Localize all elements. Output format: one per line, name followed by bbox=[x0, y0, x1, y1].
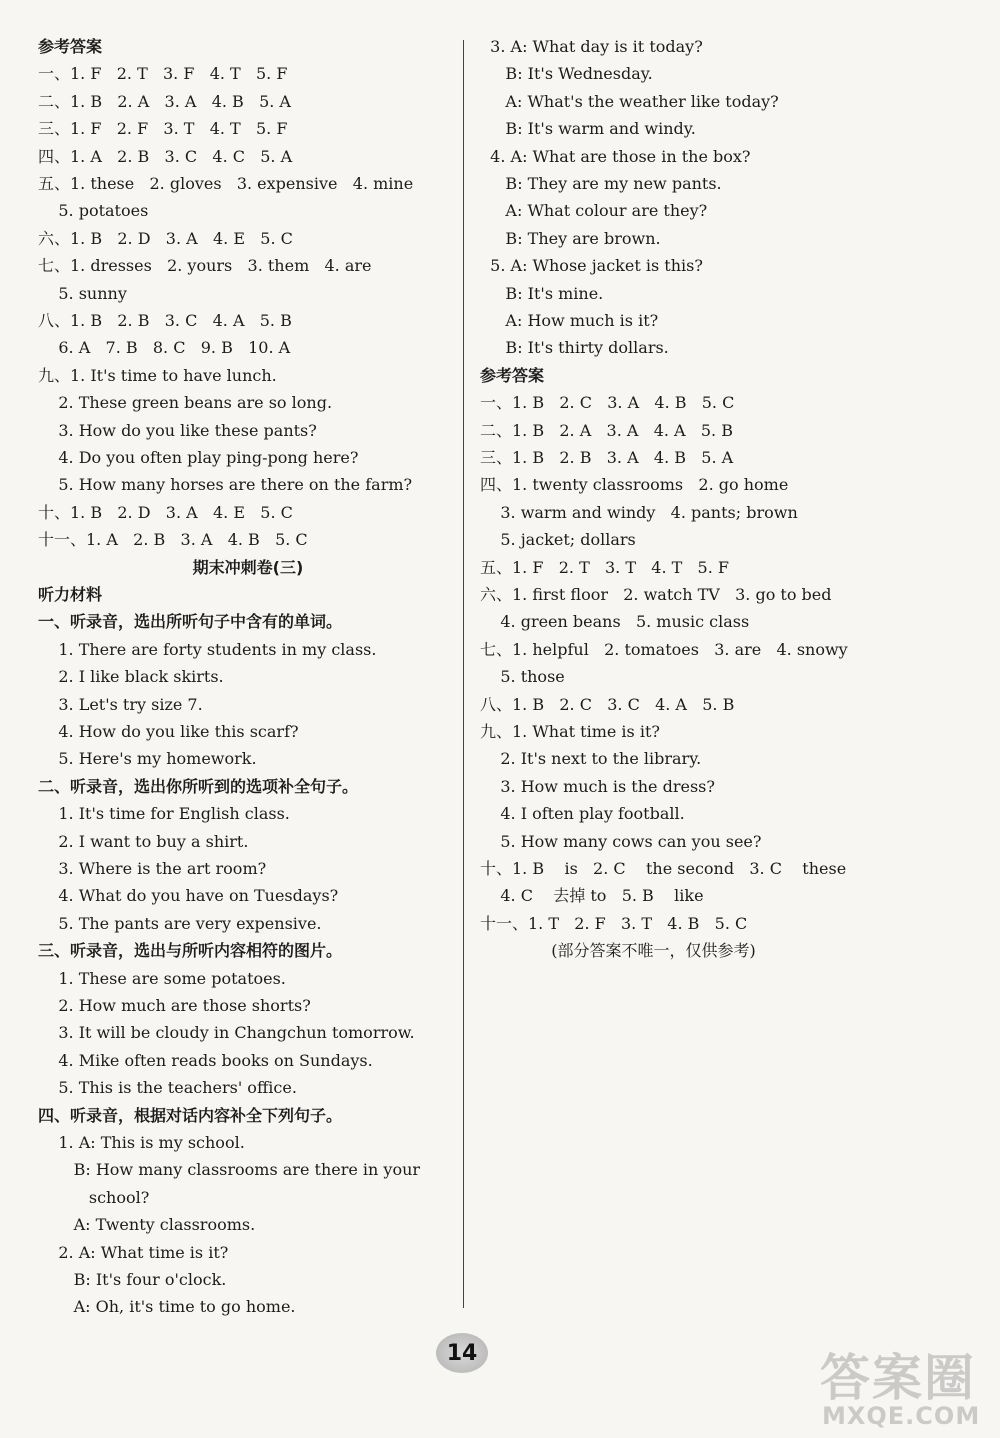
answer-line: 四、1. twenty classrooms 2. go home bbox=[480, 475, 789, 495]
answer-line: 3. How do you like these pants? bbox=[38, 420, 317, 440]
answer-line: 二、1. B 2. A 3. A 4. B 5. A bbox=[38, 91, 291, 111]
answer-line: A: What's the weather like today? bbox=[480, 91, 779, 111]
answer-line: 2. I like black skirts. bbox=[38, 667, 224, 687]
answer-line: 3. Where is the art room? bbox=[38, 859, 267, 878]
answer-line: 1. It's time for English class. bbox=[38, 804, 290, 824]
answer-line: 5. potatoes bbox=[38, 201, 149, 221]
answer-line: 九、1. What time is it? bbox=[480, 722, 660, 741]
answer-line: A: Twenty classrooms. bbox=[38, 1215, 256, 1235]
section-heading: 一、听录音，选出所听句子中含有的单词。 bbox=[38, 612, 343, 632]
answer-line: 十、1. B 2. D 3. A 4. E 5. C bbox=[38, 502, 293, 522]
answer-line: B: They are my new pants. bbox=[480, 174, 722, 193]
answer-line: 八、1. B 2. B 3. C 4. A 5. B bbox=[38, 311, 292, 330]
answer-line: 5. A: Whose jacket is this? bbox=[480, 256, 703, 276]
answer-line: 二、1. B 2. A 3. A 4. A 5. B bbox=[480, 420, 733, 440]
column-divider bbox=[463, 40, 464, 1308]
answer-line: 4. Mike often reads books on Sundays. bbox=[38, 1050, 373, 1070]
answer-line: 十、1. B is 2. C the second 3. C these bbox=[480, 859, 847, 878]
answer-line: 5. How many horses are there on the farm? bbox=[38, 475, 413, 495]
answer-line: 4. I often play football. bbox=[480, 804, 685, 824]
watermark-text: 答案圈 bbox=[820, 1349, 976, 1407]
section-heading: 听力材料 bbox=[38, 585, 103, 604]
answer-line: 5. jacket; dollars bbox=[480, 530, 636, 550]
answer-line: 3. Let's try size 7. bbox=[38, 694, 203, 714]
answer-line: 4. How do you like this scarf? bbox=[38, 722, 299, 741]
answer-line: 4. A: What are those in the box? bbox=[480, 146, 751, 166]
answer-line: 4. green beans 5. music class bbox=[480, 612, 750, 632]
answer-line: 4. Do you often play ping-pong here? bbox=[38, 448, 359, 467]
answer-line: 5. How many cows can you see? bbox=[480, 831, 762, 851]
answer-line: 5. The pants are very expensive. bbox=[38, 913, 322, 933]
answer-line: B: It's four o'clock. bbox=[38, 1270, 227, 1289]
answer-line: B: It's thirty dollars. bbox=[480, 338, 669, 358]
answer-line: 2. How much are those shorts? bbox=[38, 996, 311, 1015]
answer-line: B: They are brown. bbox=[480, 228, 661, 248]
answer-line: 2. It's next to the library. bbox=[480, 749, 702, 769]
answer-line: 1. These are some potatoes. bbox=[38, 968, 286, 988]
answer-line: A: How much is it? bbox=[480, 311, 659, 330]
answer-line: 九、1. It's time to have lunch. bbox=[38, 365, 277, 385]
answer-line: 十一、1. A 2. B 3. A 4. B 5. C bbox=[38, 530, 308, 550]
answer-line: 八、1. B 2. C 3. C 4. A 5. B bbox=[480, 694, 735, 714]
section-heading: 三、听录音，选出与所听内容相符的图片。 bbox=[38, 941, 343, 961]
answer-line: 2. I want to buy a shirt. bbox=[38, 831, 249, 851]
answer-line: A: What colour are they? bbox=[480, 201, 708, 221]
answer-line: 3. warm and windy 4. pants; brown bbox=[480, 502, 798, 522]
answer-line: 七、1. helpful 2. tomatoes 3. are 4. snowy bbox=[480, 639, 848, 659]
answer-line: 3. A: What day is it today? bbox=[480, 37, 703, 56]
answer-line: B: It's mine. bbox=[480, 283, 604, 303]
answer-line: 5. sunny bbox=[38, 283, 127, 303]
answer-line: 一、1. F 2. T 3. F 4. T 5. F bbox=[38, 64, 288, 84]
page-number: 14 bbox=[446, 1340, 478, 1366]
answer-line: 6. A 7. B 8. C 9. B 10. A bbox=[38, 338, 291, 358]
answer-line: 4. What do you have on Tuesdays? bbox=[38, 886, 339, 906]
answer-line: 三、1. F 2. F 3. T 4. T 5. F bbox=[38, 119, 288, 139]
section-heading: 参考答案 bbox=[480, 365, 545, 385]
answer-line: 5. those bbox=[480, 667, 565, 687]
answer-line: B: It's warm and windy. bbox=[480, 119, 696, 139]
answer-line: 四、1. A 2. B 3. C 4. C 5. A bbox=[38, 146, 293, 166]
watermark-logo bbox=[812, 1338, 988, 1434]
answer-line: 5. Here's my homework. bbox=[38, 749, 257, 769]
answer-line: 5. This is the teachers' office. bbox=[38, 1078, 297, 1098]
answer-line: 1. A: This is my school. bbox=[38, 1133, 245, 1152]
answer-line: 3. How much is the dress? bbox=[480, 776, 715, 796]
answer-line: 六、1. first floor 2. watch TV 3. go to bed bbox=[480, 585, 832, 604]
section-heading: 期末冲刺卷(三) bbox=[192, 557, 304, 577]
answer-line: 六、1. B 2. D 3. A 4. E 5. C bbox=[38, 228, 293, 248]
answer-line: 七、1. dresses 2. yours 3. them 4. are bbox=[38, 256, 372, 276]
answer-line: 三、1. B 2. B 3. A 4. B 5. A bbox=[480, 448, 734, 467]
answer-line: 2. These green beans are so long. bbox=[38, 393, 333, 413]
answer-line: 1. There are forty students in my class. bbox=[38, 639, 377, 659]
section-heading: 四、听录音，根据对话内容补全下列句子。 bbox=[38, 1105, 343, 1125]
answer-line: 一、1. B 2. C 3. A 4. B 5. C bbox=[480, 393, 735, 413]
answer-line: 五、1. these 2. gloves 3. expensive 4. mine bbox=[38, 174, 414, 193]
answer-line: (部分答案不唯一，仅供参考) bbox=[480, 941, 756, 961]
answer-line: B: How many classrooms are there in your bbox=[38, 1160, 421, 1180]
answer-line: A: Oh, it's time to go home. bbox=[38, 1297, 296, 1317]
page-number-badge bbox=[436, 1333, 488, 1373]
section-heading: 参考答案 bbox=[38, 37, 103, 56]
answer-line: school? bbox=[38, 1187, 150, 1207]
answer-line: 2. A: What time is it? bbox=[38, 1242, 229, 1262]
watermark-url: MXQE.COM bbox=[822, 1402, 981, 1430]
answer-line: 十一、1. T 2. F 3. T 4. B 5. C bbox=[480, 913, 748, 933]
answer-line: B: It's Wednesday. bbox=[480, 64, 653, 84]
answer-line: 3. It will be cloudy in Changchun tomorrow. bbox=[38, 1023, 415, 1043]
answer-line: 4. C 去掉 to 5. B like bbox=[480, 886, 704, 906]
section-heading: 二、听录音，选出你所听到的选项补全句子。 bbox=[38, 776, 359, 796]
answer-line: 五、1. F 2. T 3. T 4. T 5. F bbox=[480, 557, 730, 577]
